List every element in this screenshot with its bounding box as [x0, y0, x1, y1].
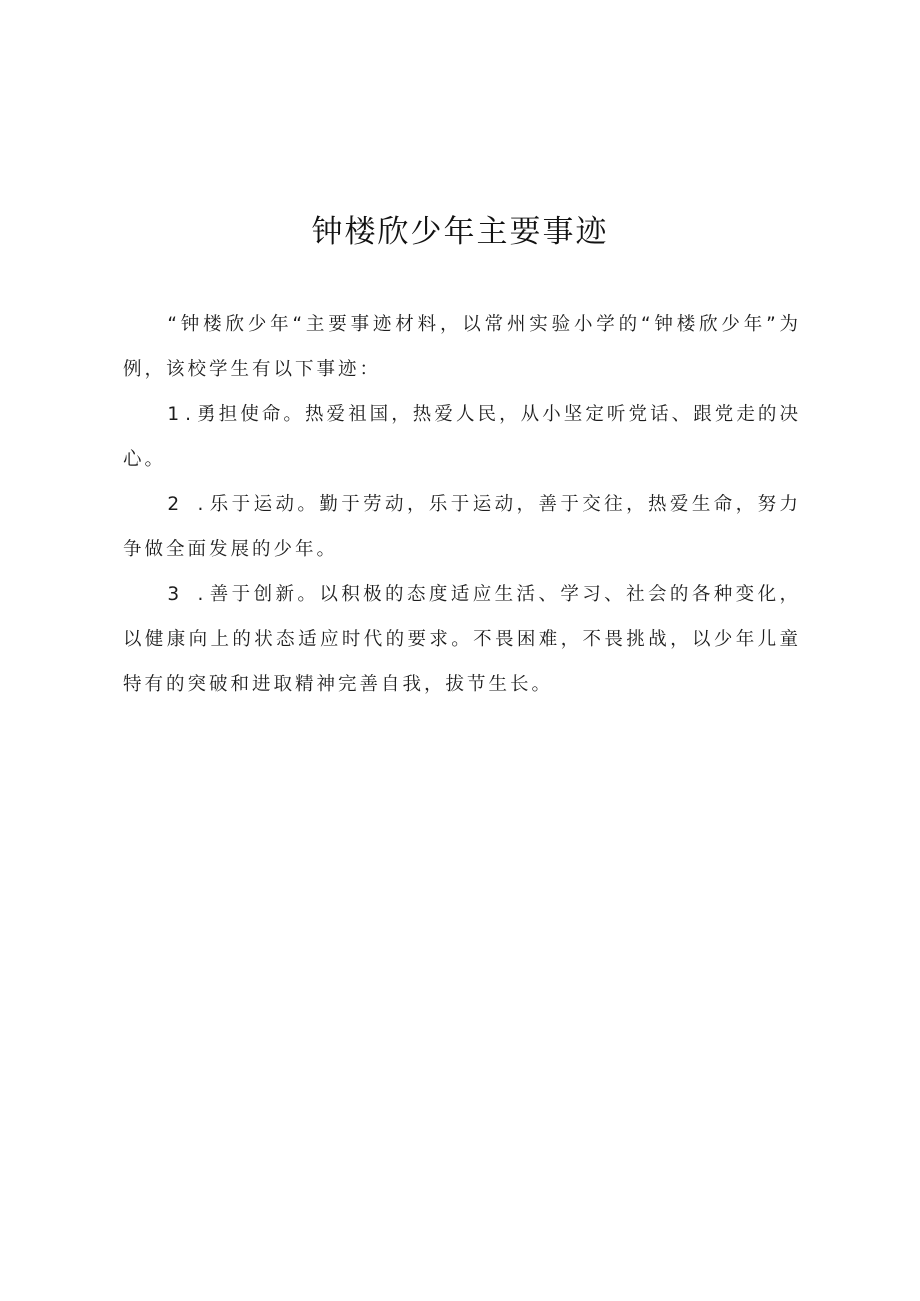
item-text-2: 乐于运动。勤于劳动，乐于运动，善于交往，热爱生命，努力争做全面发展的少年。: [123, 494, 801, 560]
item-text-3: 善于创新。以积极的态度适应生活、学习、社会的各种变化，以健康向上的状态适应时代的要求。不畏困难，不畏挑战，以少年儿童特有的突破和进取精神完善自我，拔节生长。: [123, 584, 801, 695]
document-body: [123, 302, 801, 707]
item-paragraph-3: [123, 572, 801, 707]
item-number-3: 3 .: [167, 584, 210, 605]
item-number-2: 2 .: [167, 494, 210, 515]
document-title: 钟楼欣少年主要事迹: [311, 214, 609, 250]
item-text-1: 勇担使命。热爱祖国，热爱人民，从小坚定听党话、跟党走的决心。: [123, 404, 801, 470]
intro-paragraph-text: “钟楼欣少年“主要事迹材料，以常州实验小学的“钟楼欣少年”为例，该校学生有以下事迹：: [123, 314, 801, 380]
intro-paragraph: [123, 302, 801, 392]
item-paragraph-1: [123, 392, 801, 482]
item-number-1: 1.: [167, 404, 198, 425]
item-paragraph-2: [123, 482, 801, 572]
